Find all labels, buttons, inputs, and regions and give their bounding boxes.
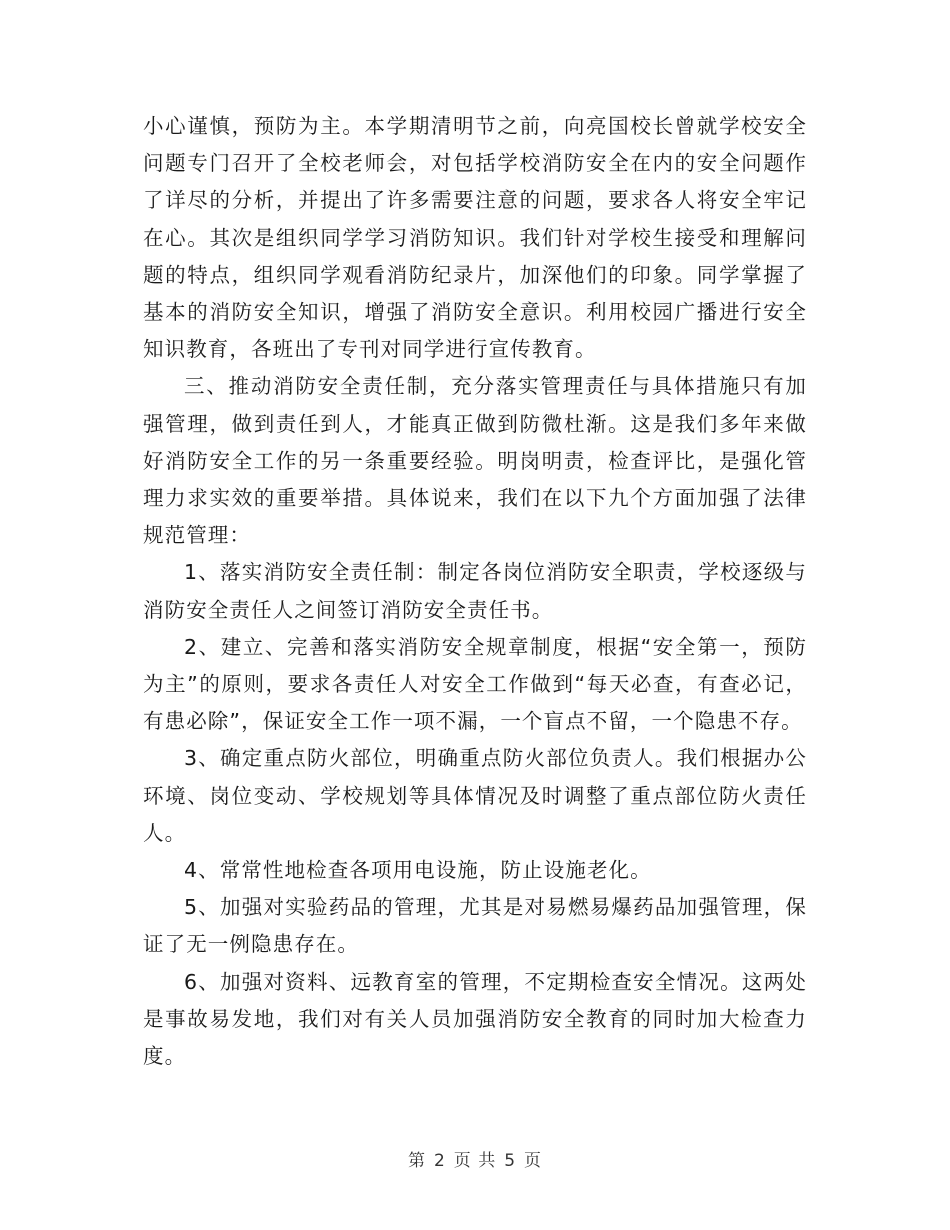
paragraph-8: 6、加强对资料、远教育室的管理，不定期检查安全情况。这两处是事故易发地，我们对有关人员加强消防安全教育的同时加大检查力度。 <box>143 969 807 1069</box>
paragraph-7: 5、加强对实验药品的管理，尤其是对易燃易爆药品加强管理，保证了无一例隐患存在。 <box>143 895 807 957</box>
paragraph-1: 小心谨慎，预防为主。本学期清明节之前，向亮国校长曾就学校安全问题专门召开了全校老师会，对包括学校消防安全在内的安全问题作了详尽的分析，并提出了许多需要注意的问题，要求各人将安全牢记在心。其次是组织同学学习消防知识。我们针对学校生接受和理解问题的特点，组织同学观看消防纪录片，加深他们的印象。同学掌握了基本的消防安全知识，增强了消防安全意识。利用校园广播进行安全知识教育，各班出了专刊对同学进行宣传教育。 <box>143 114 807 362</box>
paragraph-2: 三、推动消防安全责任制，充分落实管理责任与具体措施只有加强管理，做到责任到人，才能真正做到防微杜渐。这是我们多年来做好消防安全工作的另一条重要经验。明岗明责，检查评比，是强化管理力求实效的重要举措。具体说来，我们在以下九个方面加强了法律规范管理： <box>143 374 807 548</box>
footer-total-pages: 5 <box>504 1151 517 1171</box>
footer-prefix: 第 <box>407 1151 426 1171</box>
paragraph-6: 4、常常性地检查各项用电设施，防止设施老化。 <box>184 858 652 883</box>
paragraph-5: 3、确定重点防火部位，明确重点防火部位负责人。我们根据办公环境、岗位变动、学校规划等具体情况及时调整了重点部位防火责任人。 <box>143 746 807 845</box>
paragraph-4: 2、建立、完善和落实消防安全规章制度，根据“安全第一，预防为主”的原则，要求各责任人对安全工作做到“每天必查，有查必记，有患必除”，保证安全工作一项不漏，一个盲点不留，一个隐患不存。 <box>143 634 807 734</box>
footer-middle: 页 共 <box>453 1151 497 1171</box>
footer-suffix: 页 <box>524 1151 543 1171</box>
page-footer <box>0 1146 950 1171</box>
paragraph-3: 1、落实消防安全责任制：制定各岗位消防安全职责，学校逐级与消防安全责任人之间签订消防安全责任书。 <box>143 560 807 622</box>
document-body <box>143 108 807 1075</box>
footer-current-page: 2 <box>433 1151 446 1171</box>
